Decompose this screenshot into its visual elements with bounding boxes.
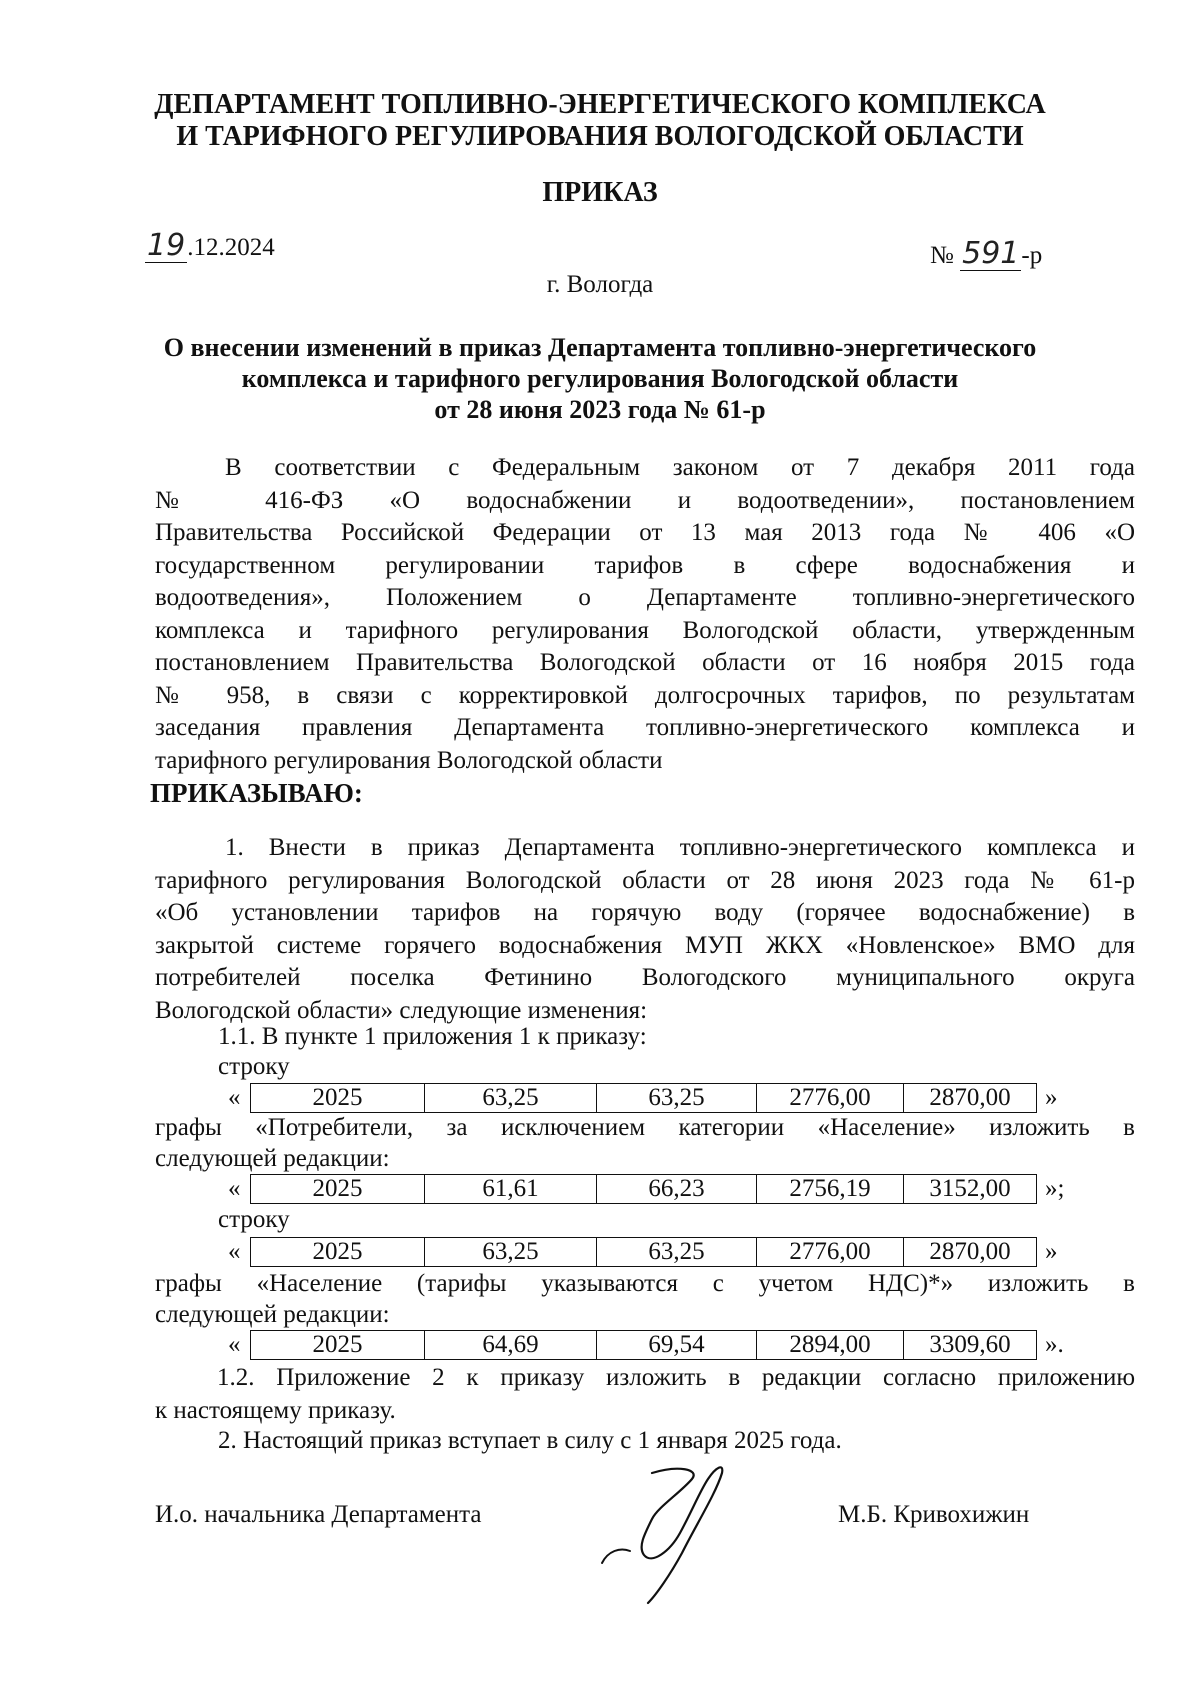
item1-line: 1. Внести в приказ Департамента топливно-энергетического комплекса и xyxy=(225,834,1135,861)
order-word: ПРИКАЗЫВАЮ: xyxy=(150,778,363,808)
graph-population xyxy=(155,1268,1135,1301)
item1-text xyxy=(155,832,1135,1027)
signatory-name: М.Б. Кривохижин xyxy=(838,1501,1030,1528)
cell-value: 66,23 xyxy=(597,1175,757,1203)
cell-value: 2776,00 xyxy=(757,1084,904,1112)
sub-item-1-2-line: к настоящему приказу. xyxy=(155,1396,396,1424)
cell-value: 63,25 xyxy=(597,1084,757,1112)
word-stroku-1: строку xyxy=(218,1053,290,1080)
close-quote: »; xyxy=(1045,1175,1065,1202)
cell-value: 61,61 xyxy=(425,1175,597,1203)
item1-line: тарифного регулирования Вологодской области от 28 июня 2023 года № 61-р xyxy=(155,866,1135,894)
tariff-table-row xyxy=(250,1174,1037,1204)
preamble-line: водоотведения», Положением о Департаменте топливно-энергетического xyxy=(155,584,1135,611)
cell-year: 2025 xyxy=(251,1238,425,1266)
date-day-handwritten: 19 xyxy=(147,228,186,263)
handwritten-signature xyxy=(600,1455,750,1605)
cell-value: 2870,00 xyxy=(929,1238,1011,1265)
word-stroku-2: строку xyxy=(218,1206,290,1233)
cell-value: 2894,00 xyxy=(757,1331,904,1359)
document-number xyxy=(930,236,1043,271)
sub-item-1-2-line: 1.2. Приложение 2 к приказу изложить в редакции согласно приложению xyxy=(217,1364,1135,1391)
department-name-line1: ДЕПАРТАМЕНТ ТОПЛИВНО-ЭНЕРГЕТИЧЕСКОГО КОМПЛЕКСА xyxy=(154,89,1046,120)
open-quote: « xyxy=(228,1331,241,1358)
cell-value: 2776,00 xyxy=(757,1238,904,1266)
cell-value: 2870,00 xyxy=(929,1084,1011,1111)
order-title-line2: комплекса и тарифного регулирования Вологодской области xyxy=(241,364,959,393)
close-quote: » xyxy=(1045,1084,1058,1111)
preamble xyxy=(155,452,1135,777)
item2: 2. Настоящий приказ вступает в силу с 1 января 2025 года. xyxy=(218,1427,842,1454)
preamble-line: В соответствии с Федеральным законом от 7 декабря 2011 года xyxy=(225,454,1135,481)
item1-line: потребителей поселка Фетинино Вологодского муниципального округа xyxy=(155,964,1135,991)
cell-year: 2025 xyxy=(251,1084,425,1112)
sub-item-1-2 xyxy=(155,1362,1135,1427)
next-edition-2: следующей редакции: xyxy=(155,1301,390,1328)
item1-line: «Об установлении тарифов на горячую воду (горячее водоснабжение) в xyxy=(155,899,1135,926)
preamble-line: № 958, в связи с корректировкой долгосрочных тарифов, по результатам xyxy=(155,681,1135,709)
order-title-line3: от 28 июня 2023 года № 61-р xyxy=(434,395,766,424)
close-quote: » xyxy=(1045,1238,1058,1265)
city: г. Вологда xyxy=(546,271,654,298)
preamble-line: государственном регулировании тарифов в сфере водоснабжения и xyxy=(155,551,1135,579)
open-quote: « xyxy=(228,1175,241,1202)
tariff-table-row xyxy=(250,1237,1037,1267)
cell-value: 3309,60 xyxy=(929,1331,1011,1358)
cell-value: 64,69 xyxy=(425,1331,597,1359)
cell-value: 3152,00 xyxy=(929,1175,1011,1202)
document-type: ПРИКАЗ xyxy=(542,177,658,208)
preamble-line: заседания правления Департамента топливно-энергетического комплекса и xyxy=(155,714,1135,741)
open-quote: « xyxy=(228,1084,241,1111)
preamble-line: тарифного регулирования Вологодской области xyxy=(155,746,663,774)
cell-value: 63,25 xyxy=(597,1238,757,1266)
sub-item-1-1: 1.1. В пункте 1 приложения 1 к приказу: xyxy=(218,1023,647,1050)
item1-line: Вологодской области» следующие изменения: xyxy=(155,996,648,1024)
cell-value: 2756,19 xyxy=(757,1175,904,1203)
document-date xyxy=(145,228,275,263)
number-handwritten: 591 xyxy=(962,236,1020,271)
item1-line: закрытой системе горячего водоснабжения МУП ЖКХ «Новленское» ВМО для xyxy=(155,931,1135,959)
preamble-line: комплекса и тарифного регулирования Вологодской области, утвержденным xyxy=(155,616,1135,644)
graph-consumers xyxy=(155,1112,1135,1145)
preamble-line: постановлением Правительства Вологодской области от 16 ноября 2015 года xyxy=(155,649,1135,676)
number-sign: № xyxy=(930,242,954,269)
cell-year: 2025 xyxy=(251,1175,425,1203)
department-name-line2: И ТАРИФНОГО РЕГУЛИРОВАНИЯ ВОЛОГОДСКОЙ ОБЛАСТИ xyxy=(176,121,1024,152)
cell-value: 63,25 xyxy=(425,1238,597,1266)
graph-line: графы «Население (тарифы указываются с учетом НДС)*» изложить в xyxy=(155,1270,1135,1297)
date-rest: .12.2024 xyxy=(187,234,275,261)
order-title-line1: О внесении изменений в приказ Департамента топливно-энергетического xyxy=(163,333,1037,362)
preamble-line: № 416-ФЗ «О водоснабжении и водоотведении», постановлением xyxy=(155,486,1135,514)
cell-year: 2025 xyxy=(251,1331,425,1359)
tariff-table-row xyxy=(250,1330,1037,1360)
open-quote: « xyxy=(228,1238,241,1265)
graph-line: графы «Потребители, за исключением категории «Население» изложить в xyxy=(155,1114,1135,1141)
cell-value: 63,25 xyxy=(425,1084,597,1112)
preamble-line: Правительства Российской Федерации от 13 мая 2013 года № 406 «О xyxy=(155,519,1135,546)
next-edition-1: следующей редакции: xyxy=(155,1145,390,1172)
tariff-table-row xyxy=(250,1083,1037,1113)
number-suffix: -р xyxy=(1021,242,1043,269)
close-quote: ». xyxy=(1045,1331,1064,1358)
signatory-position: И.о. начальника Департамента xyxy=(155,1501,482,1528)
cell-value: 69,54 xyxy=(597,1331,757,1359)
